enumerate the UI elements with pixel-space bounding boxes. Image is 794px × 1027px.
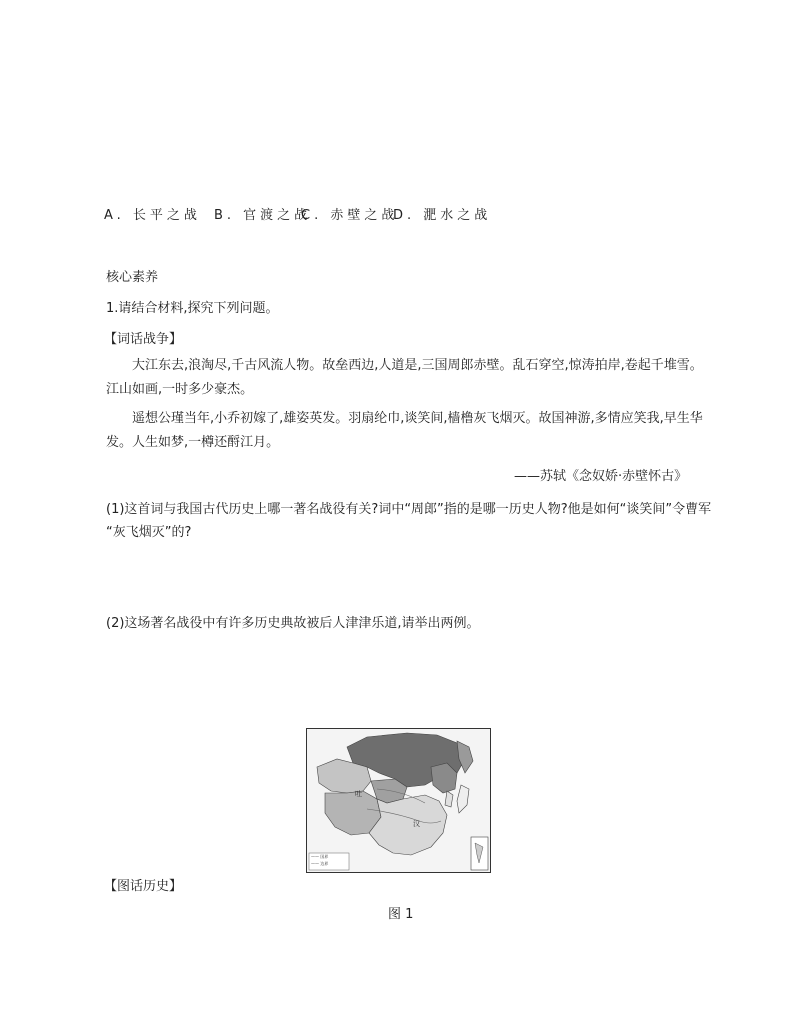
option-c: C. 赤壁之战 xyxy=(301,208,399,223)
poem-attribution: ——苏轼《念奴娇·赤壁怀古》 xyxy=(514,469,688,484)
poem-stanza-1: 大江东去,浪淘尽,千古风流人物。故垒西边,人道是,三国周郎赤壁。乱石穿空,惊涛拍岸,卷起千堆雪。江山如画,一时多少豪杰。 xyxy=(106,358,703,397)
map-label-center: 汉 xyxy=(413,820,420,828)
poem-stanza-2: 遥想公瑾当年,小乔初嫁了,雄姿英发。羽扇纶巾,谈笑间,樯橹灰飞烟灭。故国神游,多情应笑我,早生华发。人生如梦,一樽还酹江月。 xyxy=(106,411,703,450)
historical-map xyxy=(306,728,491,873)
map-legend-item-1: —— 国界 xyxy=(311,854,329,859)
question-2: (2)这场著名战役中有许多历史典故被后人津津乐道,请举出两例。 xyxy=(106,616,480,631)
heading-map: 【图话历史】 xyxy=(104,879,183,894)
option-a: A. 长平之战 xyxy=(104,208,201,223)
figure-caption: 图 1 xyxy=(388,907,414,922)
section-title: 核心素养 xyxy=(106,270,159,285)
option-d: D. 淝水之战 xyxy=(393,208,492,223)
question-1-line-1: (1)这首词与我国古代历史上哪一著名战役有关?词中“周郎”指的是哪一历史人物?他是如何“谈笑间”令曹军 xyxy=(106,502,712,517)
heading-poem: 【词话战争】 xyxy=(104,332,183,347)
map-label-west: 吐 xyxy=(355,790,362,798)
map-legend-item-2: —— 边界 xyxy=(311,861,329,866)
map-graphic xyxy=(307,729,490,872)
option-b: B. 官渡之战 xyxy=(214,208,312,223)
question-intro: 1.请结合材料,探究下列问题。 xyxy=(106,301,279,316)
question-1-line-2: “灰飞烟灭”的? xyxy=(106,525,192,540)
